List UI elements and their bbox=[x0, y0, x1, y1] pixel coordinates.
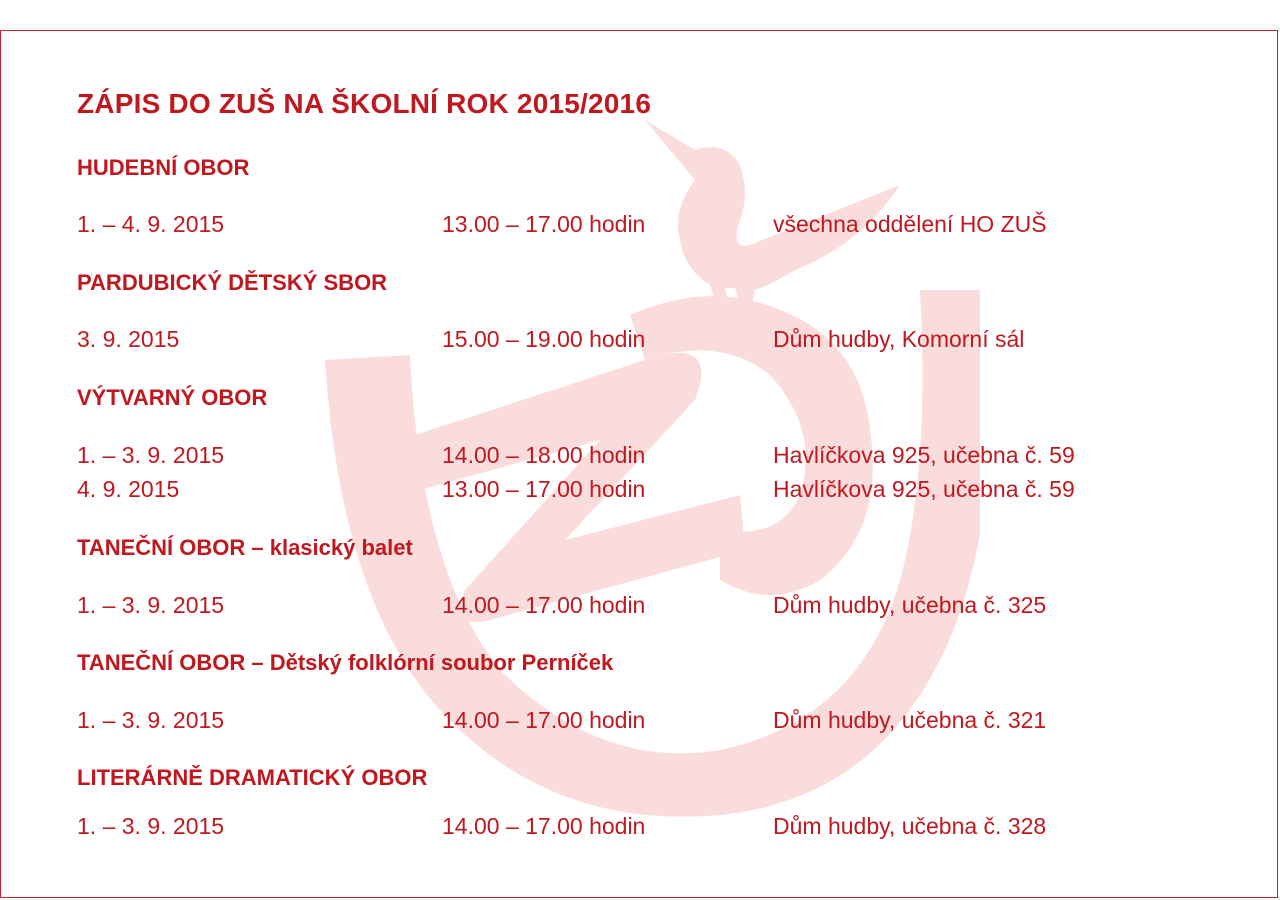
date-cell: 3. 9. 2015 bbox=[77, 326, 180, 352]
place-cell: všechna oddělení HO ZUŠ bbox=[773, 211, 1047, 237]
place-cell: Dům hudby, učebna č. 325 bbox=[773, 592, 1047, 618]
date-cell: 1. – 3. 9. 2015 bbox=[77, 707, 225, 733]
schedule-row bbox=[0, 211, 1280, 241]
place-cell: Havlíčkova 925, učebna č. 59 bbox=[773, 442, 1075, 468]
schedule-row bbox=[0, 813, 1280, 843]
time-cell: 14.00 – 17.00 hodin bbox=[442, 592, 646, 618]
date-cell: 4. 9. 2015 bbox=[77, 476, 180, 502]
section-heading-hudebni: HUDEBNÍ OBOR bbox=[77, 155, 250, 180]
time-cell: 13.00 – 17.00 hodin bbox=[442, 476, 646, 502]
place-cell: Havlíčkova 925, učebna č. 59 bbox=[773, 476, 1075, 502]
time-cell: 14.00 – 18.00 hodin bbox=[442, 442, 646, 468]
date-cell: 1. – 3. 9. 2015 bbox=[77, 592, 225, 618]
place-cell: Dům hudby, Komorní sál bbox=[773, 326, 1025, 352]
schedule-row bbox=[0, 442, 1280, 472]
time-cell: 14.00 – 17.00 hodin bbox=[442, 813, 646, 839]
time-cell: 15.00 – 19.00 hodin bbox=[442, 326, 646, 352]
section-heading-pernicek: TANEČNÍ OBOR – Dětský folklórní soubor Perníček bbox=[77, 650, 614, 675]
date-cell: 1. – 4. 9. 2015 bbox=[77, 211, 225, 237]
place-cell: Dům hudby, učebna č. 328 bbox=[773, 813, 1047, 839]
place-cell: Dům hudby, učebna č. 321 bbox=[773, 707, 1047, 733]
schedule-row bbox=[0, 476, 1280, 506]
schedule-row bbox=[0, 592, 1280, 622]
section-heading-vytvarny: VÝTVARNÝ OBOR bbox=[77, 385, 268, 410]
date-cell: 1. – 3. 9. 2015 bbox=[77, 813, 225, 839]
page-title: ZÁPIS DO ZUŠ NA ŠKOLNÍ ROK 2015/2016 bbox=[77, 88, 652, 119]
schedule-row bbox=[0, 707, 1280, 737]
section-heading-detsky-sbor: PARDUBICKÝ DĚTSKÝ SBOR bbox=[77, 270, 388, 295]
section-heading-ldo: LITERÁRNĚ DRAMATICKÝ OBOR bbox=[77, 765, 428, 790]
schedule-row bbox=[0, 326, 1280, 356]
time-cell: 13.00 – 17.00 hodin bbox=[442, 211, 646, 237]
section-heading-balet: TANEČNÍ OBOR – klasický balet bbox=[77, 535, 413, 560]
date-cell: 1. – 3. 9. 2015 bbox=[77, 442, 225, 468]
time-cell: 14.00 – 17.00 hodin bbox=[442, 707, 646, 733]
